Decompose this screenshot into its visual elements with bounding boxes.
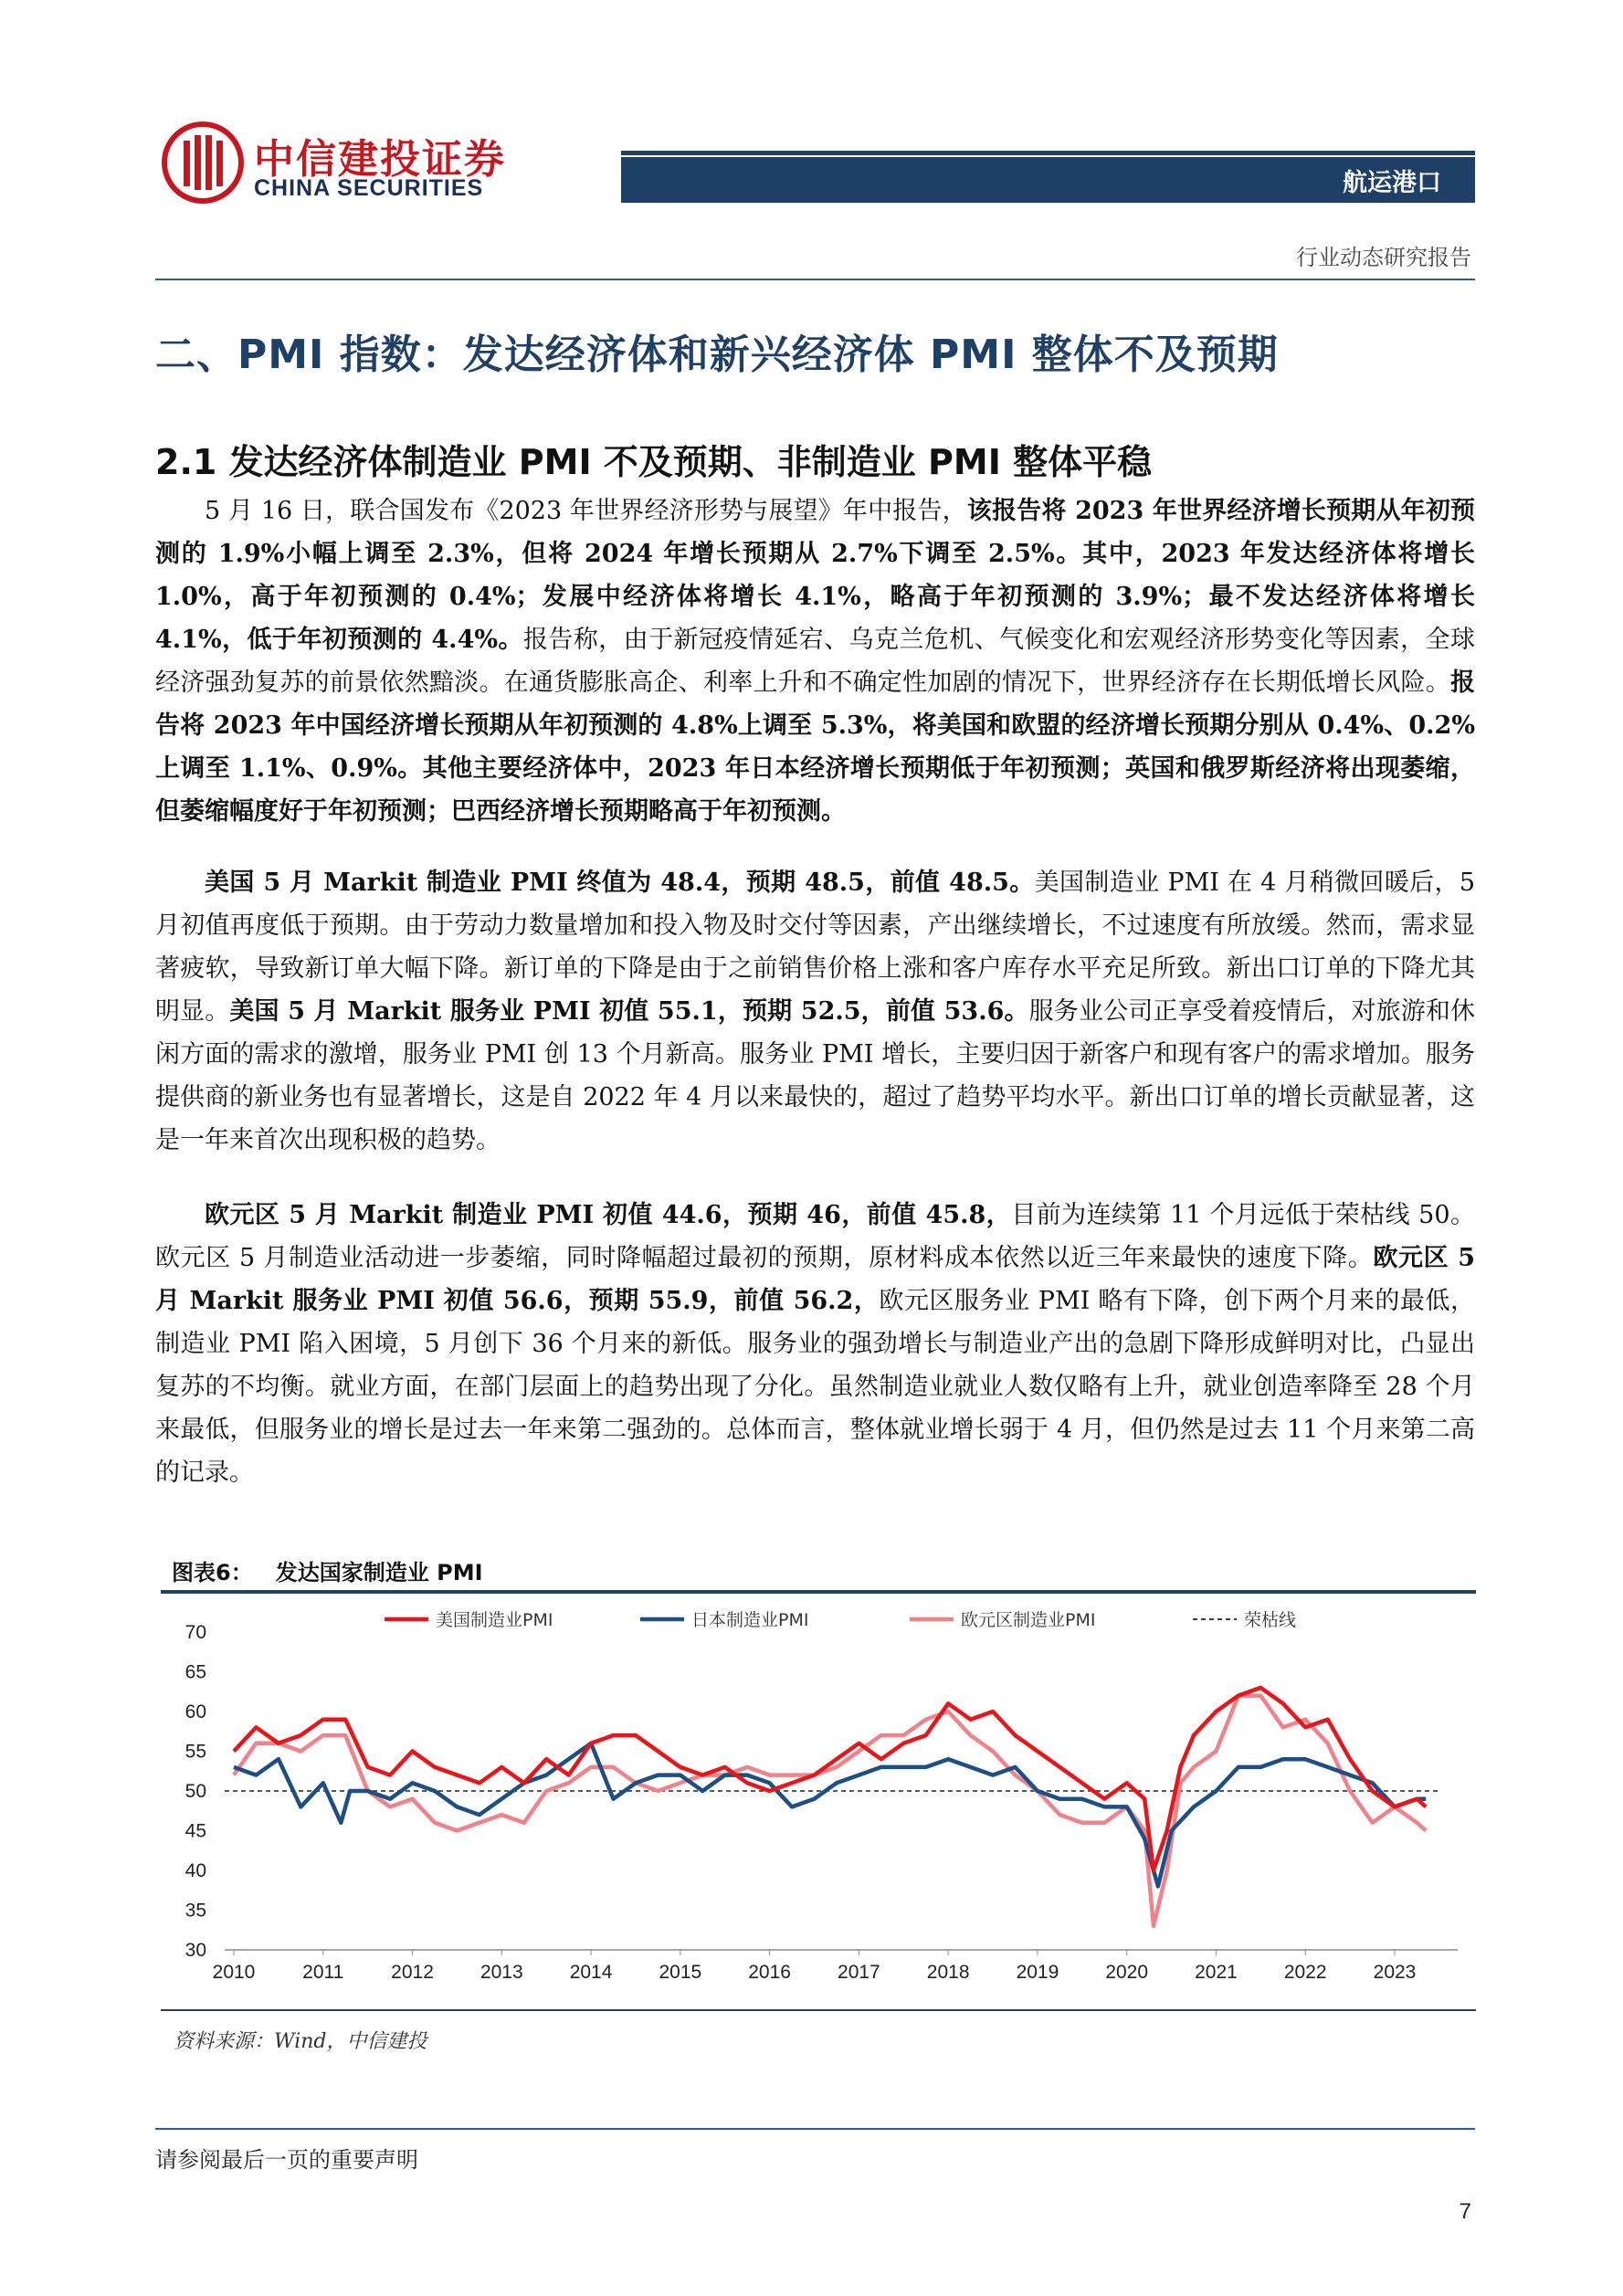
legend-label-reference: 荣枯线 <box>1244 1610 1297 1630</box>
figure-top-rule <box>161 1590 1476 1594</box>
y-tick-label: 55 <box>184 1741 206 1763</box>
text-run: 5 月 16 日，联合国发布《2023 年世界经济形势与展望》年中报告， <box>205 497 967 525</box>
legend-label: 美国制造业PMI <box>436 1610 553 1630</box>
pmi-line-chart <box>161 1598 1476 2005</box>
x-tick-label: 2010 <box>212 1962 256 1983</box>
x-tick-label: 2022 <box>1283 1962 1327 1983</box>
report-type: 行业动态研究报告 <box>1296 245 1471 270</box>
text-run: 目前为连续第 11 个月远低于荣枯线 50。欧元区 5 月制造业活动进一步萎缩，同时降幅超过最初的预期，原材料成本依然以近三年来最快的速度下降。 <box>155 1201 1476 1272</box>
y-tick-label: 50 <box>184 1781 206 1802</box>
china-securities-logo-icon <box>161 121 245 205</box>
x-tick-label: 2014 <box>569 1962 613 1983</box>
footer-disclaimer: 请参阅最后一页的重要声明 <box>155 2147 418 2173</box>
x-tick-label: 2015 <box>659 1962 702 1983</box>
text-run: 服务业公司正享受着疫情后，对旅游和休闲方面的需求的激增，服务业 PMI 创 13 个月新高。服务业 PMI 增长，主要归因于新客户和现有客户的需求增加。服务提供商的新业务也有显著增长，这是自 2022 年 4 月以来最快的，超过了趋势平均水平。新出口订单的增长贡献显著，这是一年来首次出现积极的趋势。 <box>155 997 1476 1154</box>
y-tick-label: 30 <box>184 1940 206 1961</box>
x-tick-label: 2018 <box>926 1962 970 1983</box>
bold-run: 报告将 2023 年中国经济增长预期从年初预测的 4.8%上调至 5.3%，将美国和欧盟的经济增长预期分别从 0.4%、0.2%上调至 1.1%、0.9%。其他主要经济体中，2023 年日本经济增长预期低于年初预测；英国和俄罗斯经济将出现萎缩，但萎缩幅度好于年初预测；巴西经济增长预期略高于年初预测。 <box>155 669 1475 826</box>
bold-run: 欧元区 5 月 Markit 服务业 PMI 初值 56.6，预期 55.9，前值 56.2， <box>155 1244 1475 1315</box>
logo-en-text: CHINA SECURITIES <box>254 175 484 201</box>
header-bar-thin <box>621 151 1475 155</box>
text-run: 欧元区服务业 PMI 略有下降，创下两个月来的最低，制造业 PMI 陷入困境，5 月创下 36 个月来的新低。服务业的强劲增长与制造业产出的急剧下降形成鲜明对比，凸显出复苏的不均衡。就业方面，在部门层面上的趋势出现了分化。虽然制造业就业人数仅略有上升，就业创造率降至 28 个月来最低，但服务业的增长是过去一年来第二强劲的。总体而言，整体就业增长弱于 4 月，但仍然是过去 11 个月来第二高的记录。 <box>155 1287 1475 1487</box>
bold-run: 美国 5 月 Markit 服务业 PMI 初值 55.1，预期 52.5，前值 53.6。 <box>229 997 1029 1026</box>
text-run: 报告称，由于新冠疫情延宕、乌克兰危机、气候变化和宏观经济形势变化等因素，全球经济强劲复苏的前景依然黯淡。在通货膨胀高企、利率上升和不确定性加剧的情况下，世界经济存在长期低增长风险。 <box>155 626 1475 697</box>
bold-run: 该报告将 2023 年世界经济增长预期从年初预测的 1.9%小幅上调至 2.3%，但将 2024 年增长预期从 2.7%下调至 2.5%。其中，2023 年发达经济体将增长 1.0%，高于年初预测的 0.4%；发展中经济体将增长 4.1%，略高于年初预测的 3.9%；最不发达经济体将增长 4.1%，低于年初预测的 4.4%。 <box>155 497 1476 654</box>
paragraph-us-pmi <box>155 861 1475 1162</box>
figure-caption: 发达国家制造业 PMI <box>275 1560 483 1585</box>
x-tick-label: 2016 <box>748 1962 791 1983</box>
section-heading: 二、PMI 指数：发达经济体和新兴经济体 PMI 整体不及预期 <box>155 332 1279 378</box>
section-label: 航运港口 <box>1343 169 1441 197</box>
series-line-us <box>234 1688 1426 1870</box>
x-tick-label: 2012 <box>391 1962 434 1983</box>
header-divider <box>155 279 1475 280</box>
paragraph-un-report <box>155 490 1475 833</box>
logo-cn-text: 中信建投证券 <box>254 136 506 183</box>
text-run: 美国制造业 PMI 在 4 月稍微回暖后，5 月初值再度低于预期。由于劳动力数量增加和投入物及时交付等因素，产出继续增长，不过速度有所放缓。然而，需求显著疲软，导致新订单大幅下降。新订单的下降是由于之前销售价格上涨和客户库存水平充足所致。新出口订单的下降尤其明显。 <box>155 869 1475 1026</box>
x-tick-label: 2021 <box>1195 1962 1238 1983</box>
subsection-heading: 2.1 发达经济体制造业 PMI 不及预期、非制造业 PMI 整体平稳 <box>155 442 1153 482</box>
x-tick-label: 2013 <box>480 1962 523 1983</box>
x-tick-label: 2020 <box>1105 1962 1149 1983</box>
bold-run: 美国 5 月 Markit 制造业 PMI 终值为 48.4，预期 48.5，前值 48.5。 <box>205 869 1035 897</box>
footer-divider <box>155 2128 1475 2130</box>
x-tick-label: 2019 <box>1016 1962 1059 1983</box>
figure-title <box>172 1554 483 1586</box>
figure-bottom-rule <box>161 2009 1476 2011</box>
legend-label: 日本制造业PMI <box>691 1610 809 1630</box>
legend-label: 欧元区制造业PMI <box>961 1610 1096 1630</box>
figure-label: 图表6： <box>172 1560 253 1585</box>
figure-source: 资料来源：Wind，中信建投 <box>174 2030 427 2053</box>
y-tick-label: 45 <box>184 1820 206 1842</box>
paragraph-eurozone-pmi <box>155 1194 1475 1494</box>
page-number: 7 <box>1459 2199 1471 2224</box>
bold-run: 欧元区 5 月 Markit 制造业 PMI 初值 44.6，预期 46，前值 45.8， <box>205 1201 1012 1229</box>
y-tick-label: 60 <box>184 1701 206 1722</box>
x-tick-label: 2023 <box>1373 1962 1417 1983</box>
y-tick-label: 65 <box>184 1661 206 1683</box>
logo <box>161 121 508 216</box>
x-tick-label: 2011 <box>302 1962 344 1983</box>
y-tick-label: 70 <box>184 1622 206 1643</box>
series-line-eurozone <box>234 1696 1426 1926</box>
y-tick-label: 40 <box>184 1860 206 1881</box>
y-tick-label: 35 <box>184 1900 206 1922</box>
x-tick-label: 2017 <box>838 1962 880 1983</box>
